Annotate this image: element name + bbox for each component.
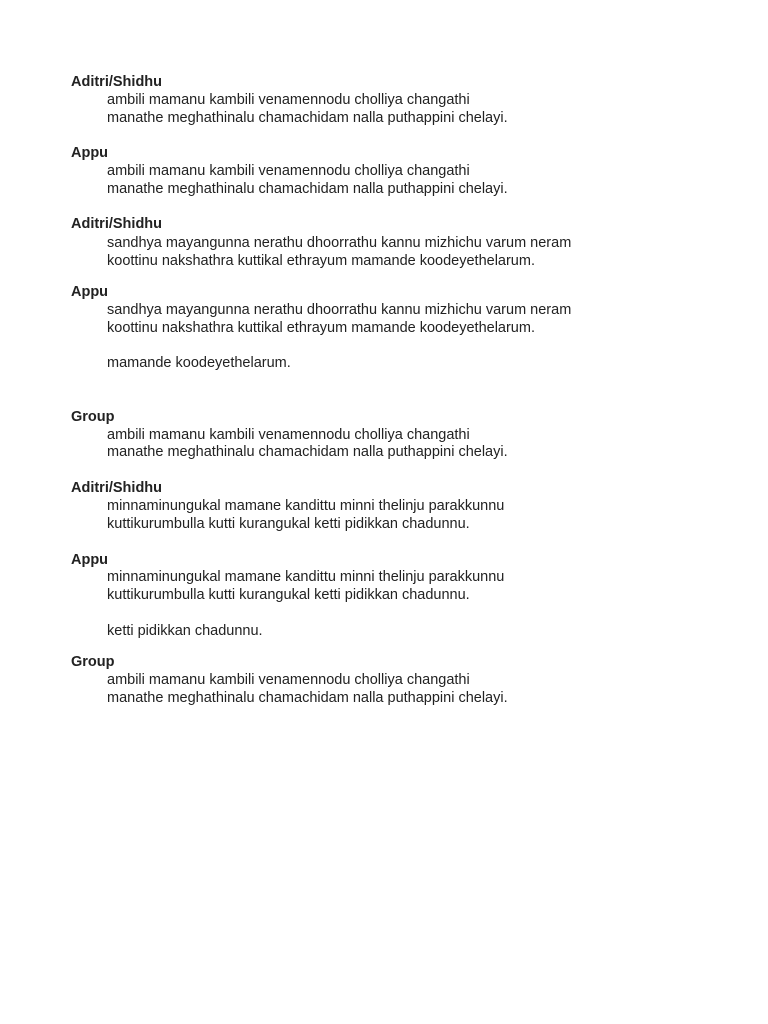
speaker-label: Appu — [71, 552, 109, 568]
speaker-label: Aditri/Shidhu — [71, 74, 163, 90]
speaker-label: Group — [71, 409, 115, 425]
lyric-line: ambili mamanu kambili venamennodu cholliya changathi — [107, 92, 470, 108]
speaker-label: Aditri/Shidhu — [71, 480, 163, 496]
lyric-line: ketti pidikkan chadunnu. — [107, 623, 263, 639]
speaker-label: Group — [71, 654, 115, 670]
lyric-line: koottinu nakshathra kuttikal ethrayum mamande koodeyethelarum. — [107, 320, 535, 336]
lyric-line: minnaminungukal mamane kandittu minni thelinju parakkunnu — [107, 569, 505, 585]
lyric-line: ambili mamanu kambili venamennodu cholliya changathi — [107, 672, 470, 688]
lyric-line: sandhya mayangunna nerathu dhoorrathu kannu mizhichu varum neram — [107, 302, 572, 318]
lyric-line: manathe meghathinalu chamachidam nalla puthappini chelayi. — [107, 444, 508, 460]
lyric-line: manathe meghathinalu chamachidam nalla puthappini chelayi. — [107, 690, 508, 706]
lyric-line: manathe meghathinalu chamachidam nalla puthappini chelayi. — [107, 181, 508, 197]
speaker-label: Appu — [71, 145, 109, 161]
lyric-line: koottinu nakshathra kuttikal ethrayum mamande koodeyethelarum. — [107, 253, 535, 269]
speaker-label: Appu — [71, 284, 109, 300]
lyric-line: kuttikurumbulla kutti kurangukal ketti pidikkan chadunnu. — [107, 516, 470, 532]
lyric-line: kuttikurumbulla kutti kurangukal ketti pidikkan chadunnu. — [107, 587, 470, 603]
lyric-line: minnaminungukal mamane kandittu minni thelinju parakkunnu — [107, 498, 505, 514]
lyric-line: ambili mamanu kambili venamennodu cholliya changathi — [107, 427, 470, 443]
lyric-line: sandhya mayangunna nerathu dhoorrathu kannu mizhichu varum neram — [107, 235, 572, 251]
speaker-label: Aditri/Shidhu — [71, 216, 163, 232]
lyric-line: mamande koodeyethelarum. — [107, 355, 291, 371]
lyric-line: manathe meghathinalu chamachidam nalla puthappini chelayi. — [107, 110, 508, 126]
lyric-line: ambili mamanu kambili venamennodu cholliya changathi — [107, 163, 470, 179]
